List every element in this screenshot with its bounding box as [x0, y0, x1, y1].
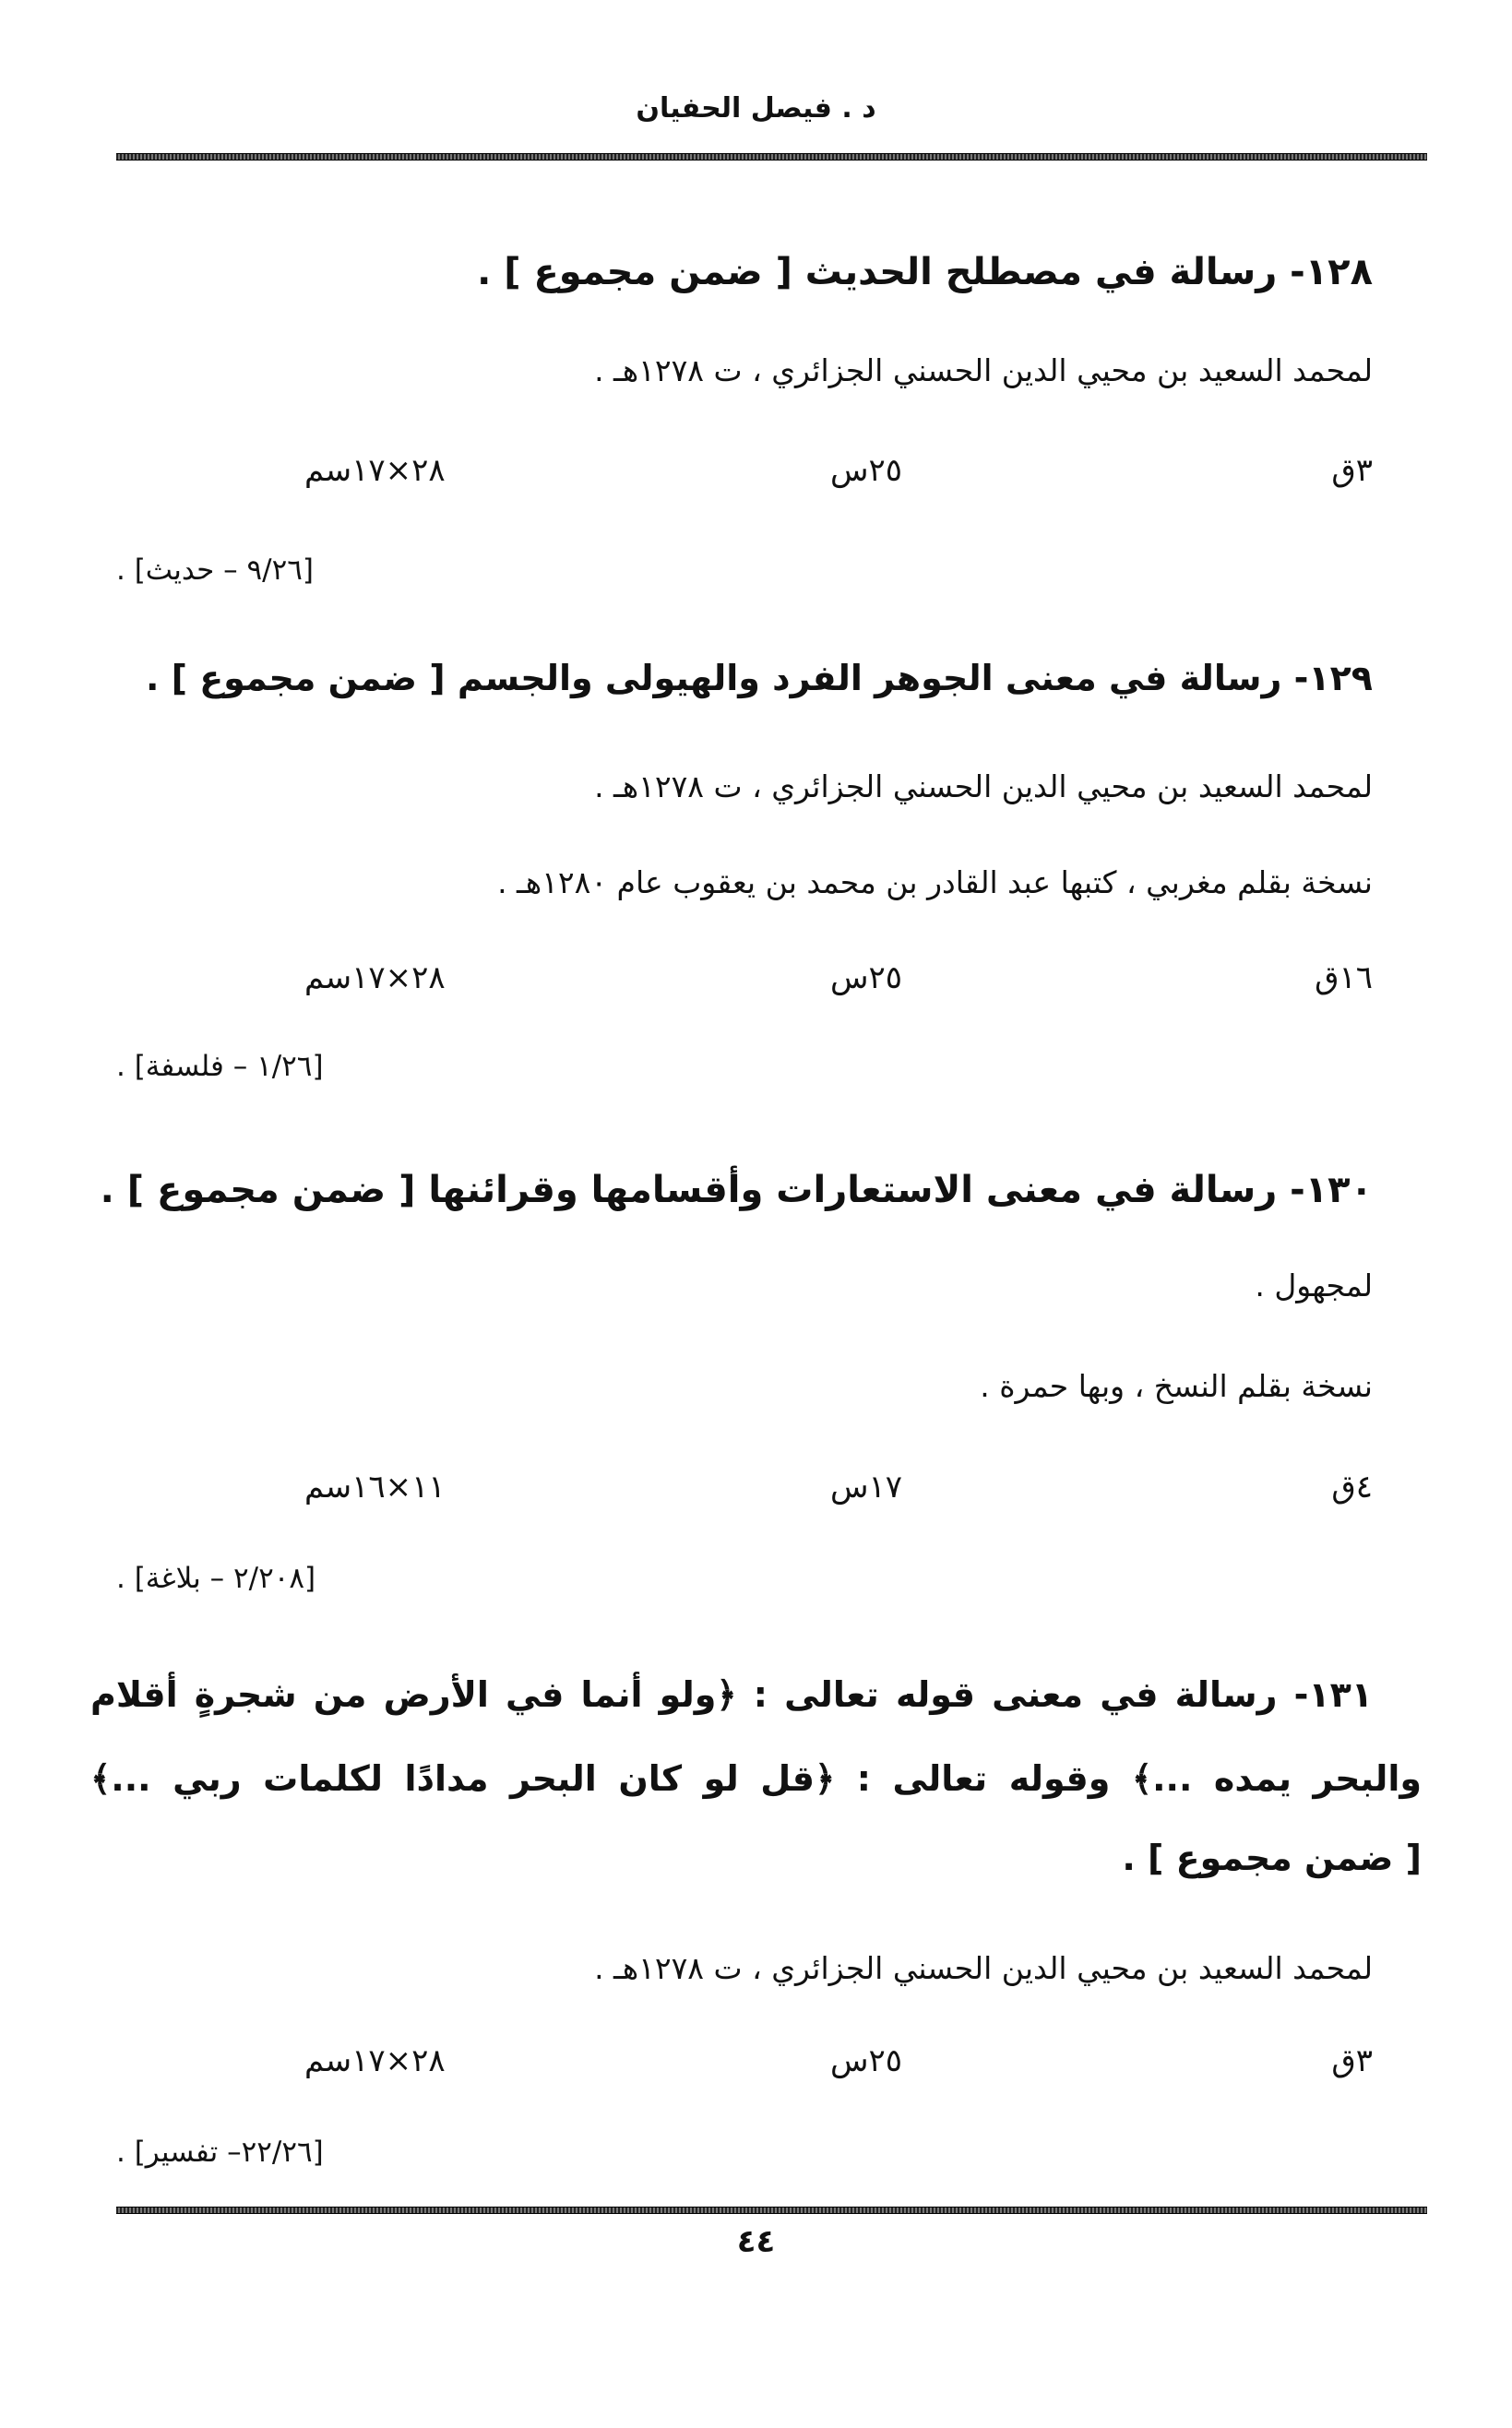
entry-128-lines: ٢٥س: [830, 452, 903, 489]
entry-130-leaves: ٤ق: [1331, 1469, 1373, 1506]
entry-128-leaves: ٣ق: [1331, 452, 1373, 489]
entry-129-title: ١٢٩- رسالة في معنى الجوهر الفرد والهيولى والجسم [ ضمن مجموع ] .: [145, 658, 1373, 698]
entry-128-size: ٢٨×١٧سم: [304, 452, 446, 489]
entry-129-size: ٢٨×١٧سم: [304, 959, 446, 996]
entry-131-ref: [٢٢/٢٦– تفسير] .: [116, 2136, 324, 2169]
entry-129-leaves: ١٦ق: [1315, 959, 1373, 996]
entry-128-ref: [٩/٢٦ – حديث] .: [116, 553, 315, 587]
entry-130-title: ١٣٠- رسالة في معنى الاستعارات وأقسامها وقرائنها [ ضمن مجموع ] .: [100, 1169, 1373, 1211]
entry-129-ref: [١/٢٦ – فلسفة] .: [116, 1050, 324, 1083]
entry-130-ref: [٢/٢٠٨ – بلاغة] .: [116, 1562, 316, 1595]
entry-130-size: ١١×١٦سم: [304, 1469, 446, 1506]
entry-130-lines: ١٧س: [830, 1469, 903, 1506]
entry-128-author: لمحمد السعيد بن محيي الدين الحسني الجزائري ، ت ١٢٧٨هـ .: [594, 352, 1373, 388]
entry-129-lines: ٢٥س: [830, 959, 903, 996]
entry-128-title: ١٢٨- رسالة في مصطلح الحديث [ ضمن مجموع ] .: [477, 251, 1373, 293]
running-header: د . فيصل الحفيان: [636, 92, 876, 125]
entry-131-size: ٢٨×١٧سم: [304, 2042, 446, 2079]
page-number: ٤٤: [736, 2223, 776, 2260]
entry-131-title-line-2: والبحر يمده ...﴾ وقوله تعالى : ﴿قل لو كان البحر مدادًا لكلمات ربي ...﴾: [90, 1758, 1422, 1799]
entry-130-author: لمجهول .: [1255, 1268, 1373, 1303]
entry-130-copy: نسخة بقلم النسخ ، وبها حمرة .: [980, 1368, 1373, 1404]
entry-131-title-line-1: ١٣١- رسالة في معنى قوله تعالى : ﴿ولو أنما في الأرض من شجرةٍ أقلام: [90, 1674, 1373, 1715]
entry-129-author: لمحمد السعيد بن محيي الدين الحسني الجزائري ، ت ١٢٧٨هـ .: [594, 768, 1373, 804]
entry-131-lines: ٢٥س: [830, 2042, 903, 2079]
entry-129-copy: نسخة بقلم مغربي ، كتبها عبد القادر بن محمد بن يعقوب عام ١٢٨٠هـ .: [497, 864, 1373, 900]
entry-131-leaves: ٣ق: [1331, 2042, 1373, 2079]
entry-131-title-line-3: [ ضمن مجموع ] .: [1122, 1838, 1422, 1878]
header-rule: [116, 153, 1427, 161]
entry-131-author: لمحمد السعيد بن محيي الدين الحسني الجزائري ، ت ١٢٧٨هـ .: [594, 1950, 1373, 1986]
footer-rule: [116, 2207, 1427, 2214]
